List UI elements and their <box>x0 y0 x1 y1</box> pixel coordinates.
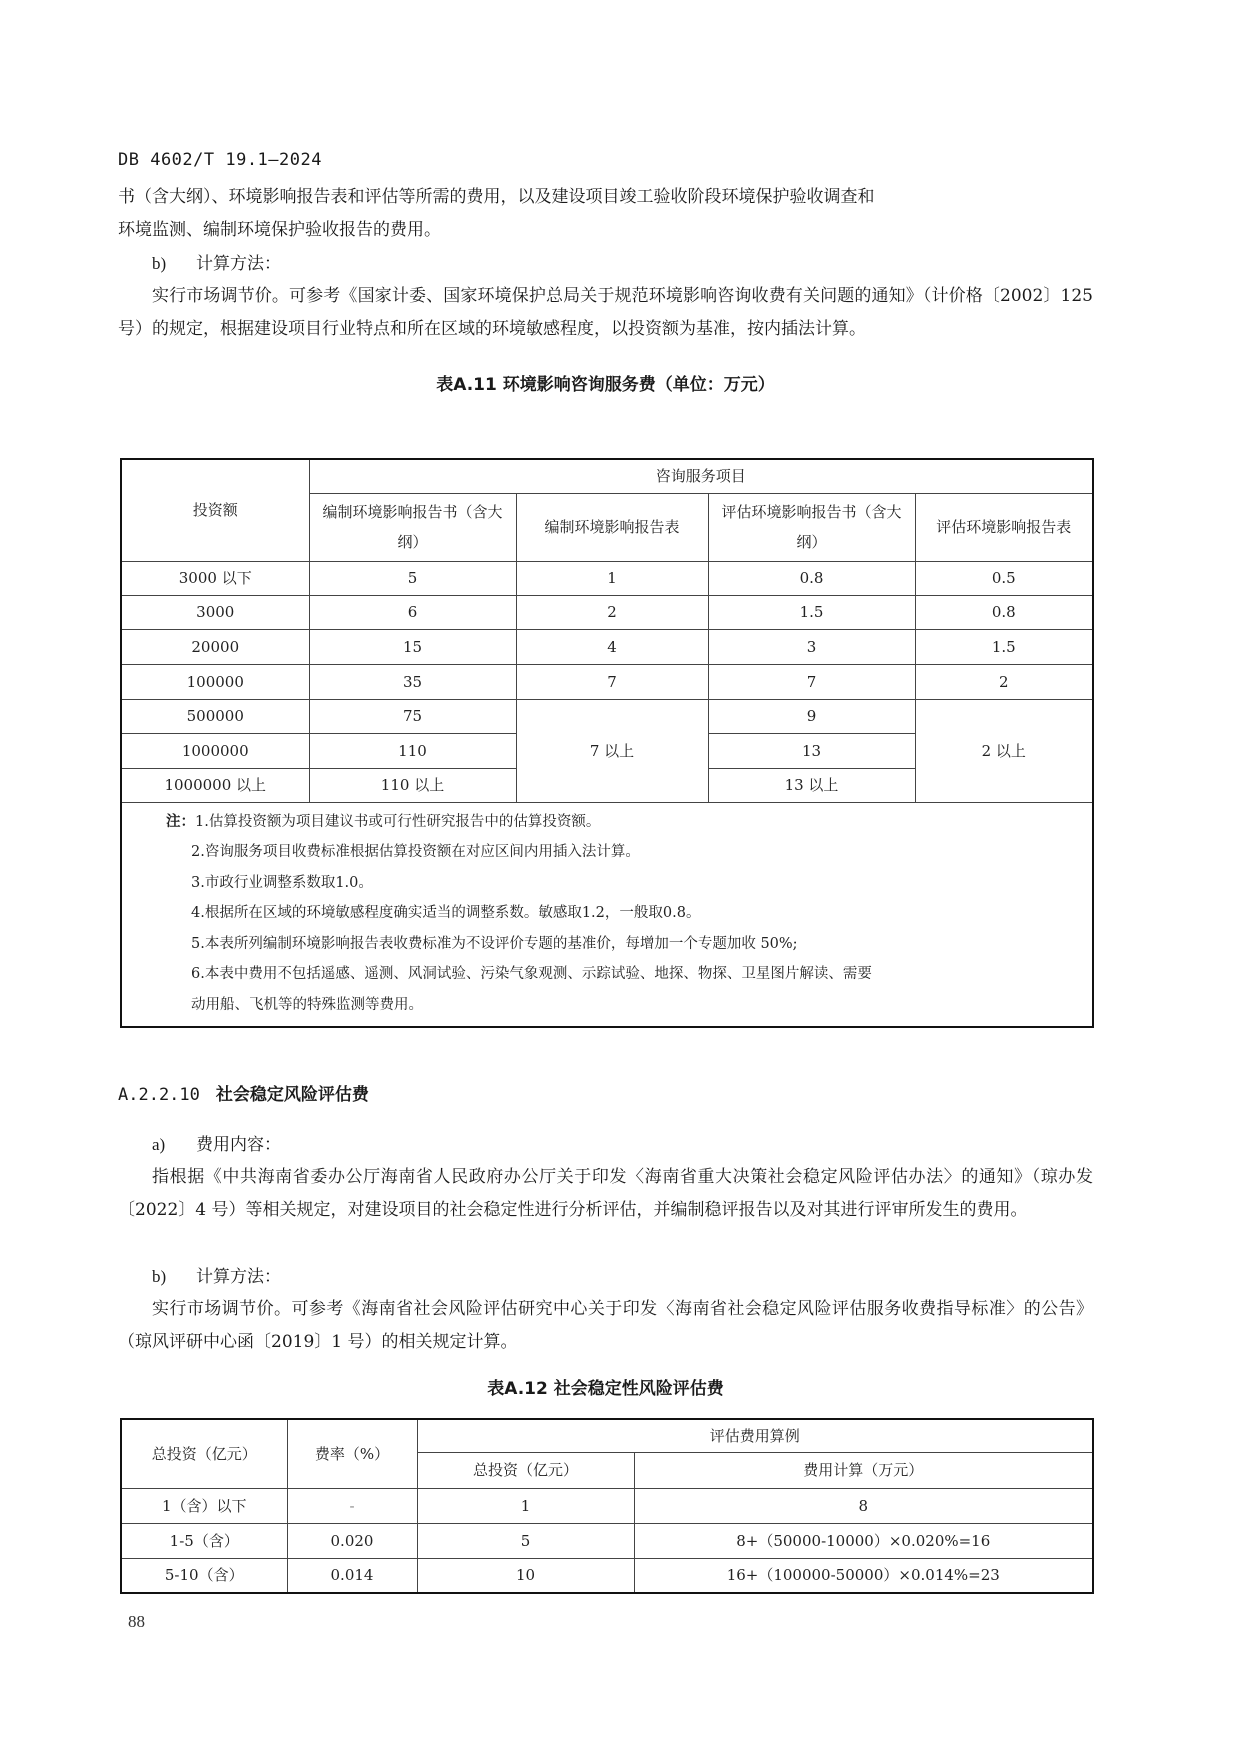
cell-investment: 500000 <box>121 699 309 733</box>
continuation-line-1: 书（含大纲）、环境影响报告表和评估等所需的费用，以及建设项目竣工验收阶段环境保护验收调查和 <box>118 187 875 207</box>
cell-value: 3 <box>708 629 915 664</box>
table-row <box>121 561 1093 595</box>
cell-investment: 5 <box>417 1523 634 1558</box>
table-row <box>121 1558 1093 1593</box>
cell-calc: 16+（100000-50000）×0.014%=23 <box>634 1558 1093 1593</box>
section-number: A.2.2.10 <box>118 1085 200 1105</box>
cell-value: 13 以上 <box>708 768 915 802</box>
cell-value: 6 <box>309 595 516 629</box>
cell-value: 4 <box>516 629 708 664</box>
item-b-text: 计算方法： <box>196 1267 281 1287</box>
header-col-4: 评估环境影响报告表 <box>915 493 1093 561</box>
note-2: 2.咨询服务项目收费标准根据估算投资额在对应区间内用插入法计算。 <box>191 844 640 860</box>
cell-value: 15 <box>309 629 516 664</box>
note-6: 6.本表中费用不包括遥感、遥测、风洞试验、污染气象观测、示踪试验、地探、物探、卫星图片解读、需要 <box>191 966 872 982</box>
table-row <box>121 1523 1093 1558</box>
cell-value: 7 <box>708 664 915 699</box>
note-6-continued: 动用船、飞机等的特殊监测等费用。 <box>191 996 423 1013</box>
header-example-calc: 费用计算（万元） <box>634 1452 1093 1488</box>
social-method-paragraph: 实行市场调节价。可参考《海南省社会风险评估研究中心关于印发〈海南省社会稳定风险评估服务收费指导标准〉的公告》（琼风评研中心函〔2019〕1 号）的相关规定计算。 <box>118 1299 1093 1352</box>
notes-label: 注： <box>166 813 195 830</box>
notes-cell <box>121 802 1093 1027</box>
table-a12-caption: 表A.12 社会稳定性风险评估费 <box>487 1379 724 1399</box>
header-col-2: 编制环境影响报告表 <box>516 493 708 561</box>
note-3: 3.市政行业调整系数取1.0。 <box>191 874 373 891</box>
cell-value: 2 <box>516 595 708 629</box>
cell-value: 0.8 <box>708 561 915 595</box>
continuation-line-2: 环境监测、编制环境保护验收报告的费用。 <box>118 220 441 240</box>
header-total-investment: 总投资（亿元） <box>121 1419 287 1488</box>
table-row <box>121 629 1093 664</box>
item-b-env <box>152 247 281 281</box>
cell-investment: 20000 <box>121 629 309 664</box>
cell-value: 75 <box>309 699 516 733</box>
env-method-paragraph: 实行市场调节价。可参考《国家计委、国家环境保护总局关于规范环境影响咨询收费有关问题的通知》（计价格〔2002〕125 号）的规定，根据建设项目行业特点和所在区域的环境敏感程度，以投资额为基准，按内插法计算。 <box>118 286 1093 339</box>
cell-investment: 1000000 <box>121 733 309 768</box>
header-col-1: 编制环境影响报告书（含大纲） <box>309 493 516 561</box>
item-a-label: a) <box>152 1135 166 1154</box>
cell-value: 35 <box>309 664 516 699</box>
item-b-label: b) <box>152 254 167 273</box>
cell-range: 1-5（含） <box>121 1523 287 1558</box>
cell-rate: - <box>287 1488 417 1523</box>
cell-investment: 1000000 以上 <box>121 768 309 802</box>
table-row <box>121 1488 1093 1523</box>
cell-value: 110 <box>309 733 516 768</box>
notes-row <box>121 802 1093 1027</box>
cell-value: 1.5 <box>915 629 1093 664</box>
item-b-label: b) <box>152 1267 167 1286</box>
cell-investment: 3000 <box>121 595 309 629</box>
cell-rate: 0.014 <box>287 1558 417 1593</box>
cell-value: 9 <box>708 699 915 733</box>
table-row <box>121 699 1093 733</box>
cell-value: 110 以上 <box>309 768 516 802</box>
cell-rate: 0.020 <box>287 1523 417 1558</box>
header-example-investment: 总投资（亿元） <box>417 1452 634 1488</box>
header-investment: 投资额 <box>121 459 309 561</box>
cell-range: 5-10（含） <box>121 1558 287 1593</box>
table-row <box>121 664 1093 699</box>
cell-merged-value: 2 以上 <box>915 699 1093 802</box>
item-b-social <box>152 1260 281 1294</box>
header-service-group: 咨询服务项目 <box>309 459 1093 493</box>
header-example-group: 评估费用算例 <box>417 1419 1093 1452</box>
table-row <box>121 595 1093 629</box>
cell-investment: 1 <box>417 1488 634 1523</box>
cell-value: 1.5 <box>708 595 915 629</box>
cell-value: 1 <box>516 561 708 595</box>
note-1: 1.估算投资额为项目建议书或可行性研究报告中的估算投资额。 <box>195 813 601 830</box>
header-col-3: 评估环境影响报告书（含大纲） <box>708 493 915 561</box>
cell-calc: 8+（50000-10000）×0.020%=16 <box>634 1523 1093 1558</box>
cell-value: 2 <box>915 664 1093 699</box>
cell-merged-value: 7 以上 <box>516 699 708 802</box>
section-heading <box>118 1080 369 1105</box>
cell-value: 13 <box>708 733 915 768</box>
table-a12 <box>120 1418 1094 1594</box>
cell-range: 1（含）以下 <box>121 1488 287 1523</box>
cell-value: 0.8 <box>915 595 1093 629</box>
page-number: 88 <box>128 1612 145 1631</box>
cell-investment: 3000 以下 <box>121 561 309 595</box>
table-a11-caption: 表A.11 环境影响咨询服务费（单位：万元） <box>436 375 775 395</box>
social-content-paragraph: 指根据《中共海南省委办公厅海南省人民政府办公厅关于印发〈海南省重大决策社会稳定风险评估办法〉的通知》（琼办发〔2022〕4 号）等相关规定，对建设项目的社会稳定性进行分析评估，并编制稳评报告以及对其进行评审所发生的费用。 <box>118 1167 1093 1220</box>
cell-calc: 8 <box>634 1488 1093 1523</box>
cell-investment: 10 <box>417 1558 634 1593</box>
note-5: 5.本表所列编制环境影响报告表收费标准为不设评价专题的基准价，每增加一个专题加收 50%; <box>191 935 798 952</box>
item-a-social <box>152 1128 281 1162</box>
item-b-text: 计算方法： <box>196 254 281 274</box>
cell-value: 5 <box>309 561 516 595</box>
header-rate: 费率（%） <box>287 1419 417 1488</box>
section-title: 社会稳定风险评估费 <box>215 1085 369 1105</box>
cell-value: 7 <box>516 664 708 699</box>
cell-investment: 100000 <box>121 664 309 699</box>
cell-value: 0.5 <box>915 561 1093 595</box>
note-4: 4.根据所在区域的环境敏感程度确实适当的调整系数。敏感取1.2，一般取0.8。 <box>191 905 701 921</box>
table-a11 <box>120 458 1094 1028</box>
document-id: DB 4602/T 19.1—2024 <box>118 150 322 170</box>
item-a-text: 费用内容： <box>196 1135 281 1155</box>
